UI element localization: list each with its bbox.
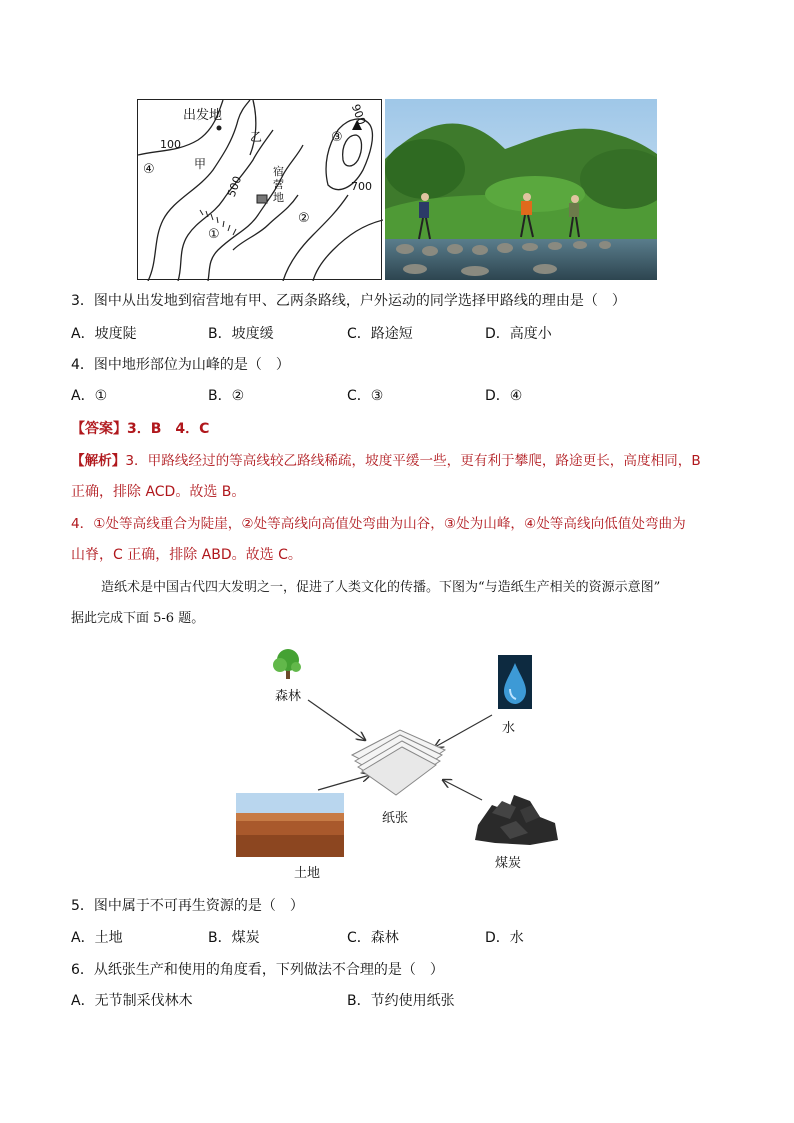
intro-line-1: 造纸术是中国古代四大发明之一，促进了人类文化的传播。下图为“与造纸生产相关的资源示意图” [101, 580, 661, 595]
label-100: 100 [160, 138, 181, 151]
label-point-2: ② [298, 211, 310, 226]
water-icon [498, 655, 532, 709]
q5-option-d[interactable]: D．水 [485, 930, 524, 946]
label-yi: 乙 [250, 130, 263, 144]
analysis-line-3: 4．①处等高线重合为陡崖，②处等高线向高值处弯曲为山谷，③处为山峰，④处等高线向低值处弯曲为 [71, 516, 686, 532]
analysis-tag: 【解析】 [71, 453, 126, 469]
analysis-line-1 [71, 451, 701, 471]
label-point-1: ① [208, 227, 220, 242]
q4-option-d[interactable]: D．④ [485, 388, 523, 404]
contour-map [137, 99, 382, 280]
label-jia: 甲 [194, 157, 207, 171]
q4-option-a[interactable]: A．① [71, 388, 108, 404]
label-camp-1: 宿 [273, 165, 284, 178]
q5-option-b[interactable]: B．煤炭 [208, 930, 260, 946]
hiking-photo [385, 99, 657, 280]
q3-option-c[interactable]: C．路途短 [347, 326, 413, 342]
q4-option-c[interactable]: C．③ [347, 388, 384, 404]
label-water: 水 [502, 721, 516, 736]
q3-stem: 3．图中从出发地到宿营地有甲、乙两条路线，户外运动的同学选择甲路线的理由是（ ） [71, 293, 626, 309]
answer-tag: 【答案】 [71, 421, 127, 437]
paper-icon [352, 730, 445, 795]
q5-option-a[interactable]: A．土地 [71, 930, 123, 946]
analysis-line-4: 山脊，C 正确，排除 ABD。故选 C。 [71, 547, 302, 563]
q6-option-a[interactable]: A．无节制采伐林木 [71, 993, 193, 1009]
q4-stem: 4．图中地形部位为山峰的是（ ） [71, 357, 290, 373]
q3-option-b[interactable]: B．坡度缓 [208, 326, 274, 342]
label-start: 出发地 [183, 108, 223, 123]
label-900: 900 [348, 102, 369, 127]
label-forest: 森林 [275, 689, 302, 704]
intro-line-2: 据此完成下面 5-6 题。 [71, 611, 205, 626]
label-coal: 煤炭 [495, 856, 522, 871]
q5-stem: 5．图中属于不可再生资源的是（ ） [71, 898, 304, 914]
label-500: 500 [224, 174, 245, 199]
q6-stem: 6．从纸张生产和使用的角度看，下列做法不合理的是（ ） [71, 962, 444, 978]
analysis-line-2: 正确，排除 ACD。故选 B。 [71, 484, 246, 500]
label-land: 土地 [294, 866, 321, 881]
answer-text: 3．B 4．C [127, 421, 210, 437]
q4-option-b[interactable]: B．② [208, 388, 245, 404]
label-camp-2: 营 [273, 178, 284, 191]
label-camp-3: 地 [273, 191, 284, 204]
camp-square-icon [257, 195, 267, 203]
start-point-icon [217, 126, 222, 131]
label-point-3: ③ [331, 130, 343, 145]
label-point-4: ④ [143, 162, 155, 177]
analysis-text-1: 3．甲路线经过的等高线较乙路线稀疏，坡度平缓一些，更有利于攀爬，路途更长，高度相同，B [125, 453, 701, 469]
answer-line [71, 419, 209, 439]
q3-option-a[interactable]: A．坡度陡 [71, 326, 137, 342]
resource-diagram [230, 645, 570, 885]
coal-icon [475, 795, 558, 845]
q6-option-b[interactable]: B．节约使用纸张 [347, 993, 455, 1009]
forest-icon [273, 649, 301, 679]
q3-option-d[interactable]: D．高度小 [485, 326, 552, 342]
label-700: 700 [351, 180, 372, 193]
land-photo [236, 793, 344, 857]
q5-option-c[interactable]: C．森林 [347, 930, 399, 946]
label-paper: 纸张 [382, 811, 409, 826]
